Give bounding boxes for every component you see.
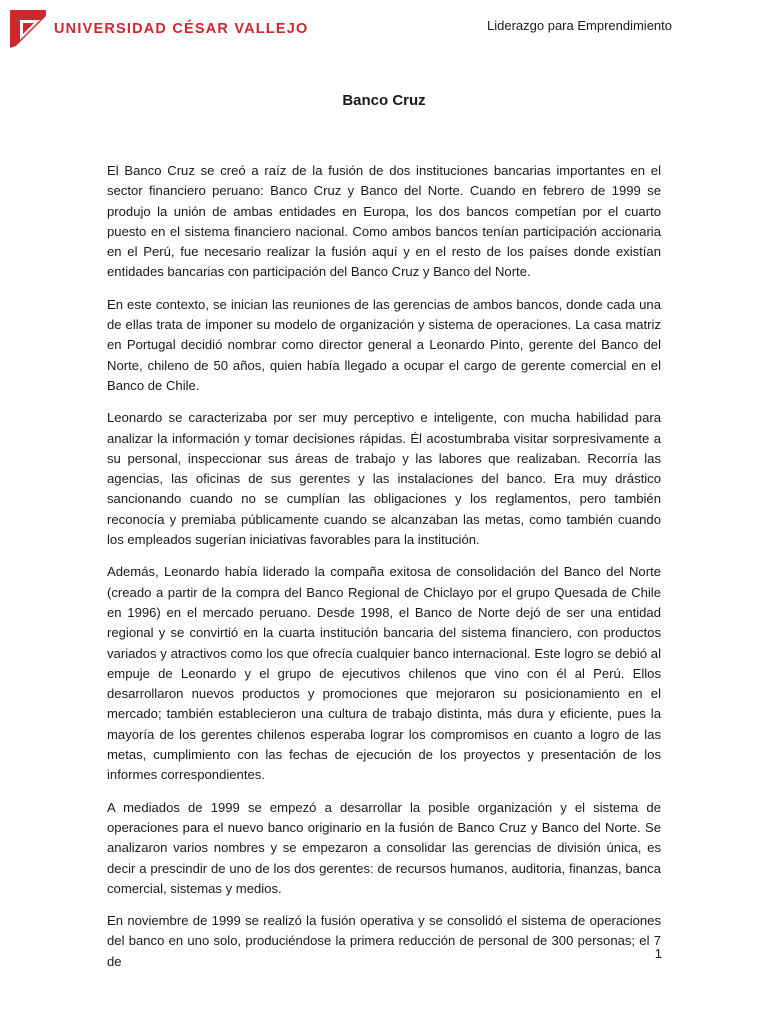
document-title: Banco Cruz	[342, 92, 426, 109]
ucv-logo-icon	[10, 10, 46, 48]
paragraph: A mediados de 1999 se empezó a desarrollar la posible organización y el sistema de operaciones para el nuevo banco originario en la fusión de Banco Cruz y Banco del Norte. Se analizaron varios nombres y se empezaron a consolidar las gerencias de división única, es decir a prescindir de uno de los dos gerentes: de recursos humanos, auditoria, finanzas, banca comercial, sistemas y medios.	[107, 799, 661, 896]
paragraph: En noviembre de 1999 se realizó la fusión operativa y se consolidó el sistema de operaciones del banco en uno solo, produciéndose la primera reducción de personal de 300 personas; el 7 de	[107, 913, 661, 969]
paragraph: Leonardo se caracterizaba por ser muy perceptivo e inteligente, con mucha habilidad para analizar la información y tomar decisiones rápidas. Él acostumbraba visitar sorpresivamente a su personal, inspeccionar sus áreas de trabajo y las labores que realizaban. Recorría las agencias, las oficinas de sus gerentes y las instalaciones del banco. Era muy drástico sancionando cuando no se cumplían las obligaciones y los reglamentos, pero también reconocía y premiaba públicamente cuando se alcanzaban las metas, como también cuando los empleados sugerían iniciativas favorables para la institución.	[107, 410, 661, 548]
paragraph: Además, Leonardo había liderado la compaña exitosa de consolidación del Banco del Norte (creado a partir de la compra del Banco Regional de Chiclayo por el grupo Quesada de Chile en 1996) en el mercado peruano. Desde 1998, el Banco de Norte dejó de ser una entidad regional y se convirtió en la cuarta institución bancaria del sistema financiero, con productos variados y atractivos como los que ofrecía cualquier banco internacional. Este logro se debió al empuje de Leonardo y el grupo de ejecutivos chilenos que vino con él al Perú. Ellos desarrollaron nuevos productos y promociones que mejoraron su posicionamiento en el mercado; también establecieron una cultura de trabajo distinta, más dura y eficiente, pues la mayoría de los gerentes chilenos esperaba lograr los compromisos en cuanto a logro de las metas, cumplimiento con las fechas de ejecución de los proyectos y presentación de los informes correspondientes.	[107, 564, 661, 783]
page-number: 1	[654, 946, 662, 961]
paragraph: El Banco Cruz se creó a raíz de la fusión de dos instituciones bancarias importantes en el sector financiero peruano: Banco Cruz y Banco del Norte. Cuando en febrero de 1999 se produjo la unión de ambas entidades en Europa, los dos bancos competían por el cuarto puesto en el sistema financiero nacional. Como ambos bancos tenían participación accionaria en el Perú, fue necesario realizar la fusión aquí y en el resto de los países donde existían entidades bancarias con participación del Banco Cruz y Banco del Norte.	[107, 163, 661, 280]
page-header	[0, 0, 768, 60]
university-logo	[10, 10, 309, 48]
document-body	[107, 161, 661, 984]
paragraph: En este contexto, se inician las reuniones de las gerencias de ambos bancos, donde cada una de ellas trata de imponer su modelo de organización y sistema de operaciones. La casa matriz en Portugal decidió nombrar como director general a Leonardo Pinto, gerente del Banco del Norte, chileno de 50 años, quien había llegado a ocupar el cargo de gerente comercial en el Banco de Chile.	[107, 296, 661, 393]
course-title: Liderazgo para Emprendimiento	[487, 18, 672, 33]
logo-text: UNIVERSIDAD CÉSAR VALLEJO	[54, 21, 309, 37]
